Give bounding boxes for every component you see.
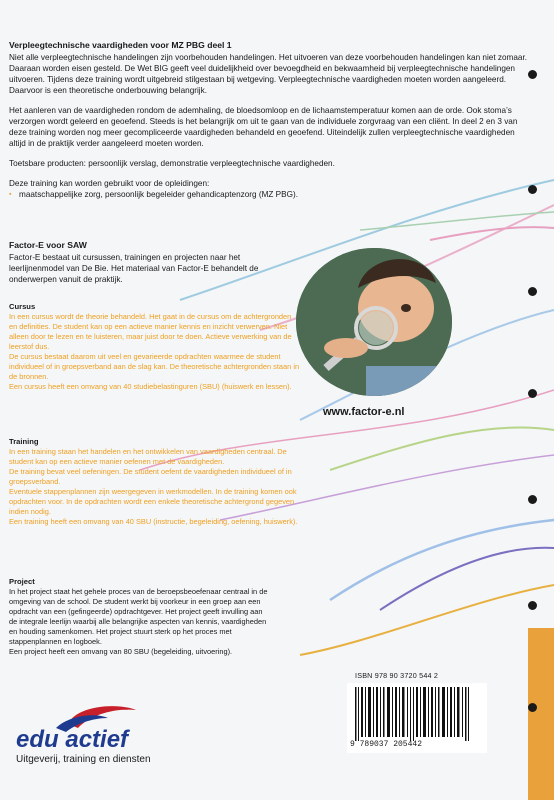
training-title: Training xyxy=(9,437,39,446)
publisher-logo xyxy=(16,726,128,754)
project-line: In het project staat het gehele proces van de beroepsbeoefenaar centraal in de omgeving van de school. De student werkt bij voorkeur in een groep aan een opdracht van een (gefingeerde) opdrachtgever. Het project geeft invulling aan de integrale leerlijn waarbij alle belangrijke aspecten van kennis, vaardigheden en houding samenkomen. Het project stuurt sterk op het proces met stappenplannen en logboek. xyxy=(9,587,268,646)
training-line: In een training staan het handelen en het ontwikkelen van vaardigheden centraal. De student kan op een actieve manier oefenen met de vaardigheden. xyxy=(9,447,287,466)
intro-paragraph-3: Toetsbare producten: persoonlijk verslag, demonstratie verpleegtechnische vaardigheden. xyxy=(9,159,335,168)
publisher-tagline: Uitgeverij, training en diensten xyxy=(16,754,151,765)
child-magnifying-glass-photo xyxy=(296,248,452,396)
isbn-text: ISBN 978 90 3720 544 2 xyxy=(355,671,439,680)
training-line: Een training heeft een omvang van 40 SBU (instructie, begeleiding, oefening, huiswerk). xyxy=(9,517,298,526)
training-line: Eventuele stappenplannen zijn weergegeven in werkmodellen. In de training komen ook opdrachten voor. In de opdrachten wordt een enkele theoretische achtergrond gegeven indien nodig. xyxy=(9,487,297,516)
training-section xyxy=(9,437,301,527)
saw-title: Factor-E voor SAW xyxy=(9,240,87,250)
punch-hole-icon xyxy=(528,185,537,194)
punch-hole-icon xyxy=(528,601,537,610)
orange-edge-stripe xyxy=(528,628,554,800)
cursus-line: De cursus bestaat daarom uit veel en gevarieerde opdrachten waarmee de student individueel of in groepsverband aan de slag kan. De theoretische achtergronden staan in de bronnen. xyxy=(9,352,300,381)
logo-part-actief: actief xyxy=(65,726,129,753)
cursus-section xyxy=(9,302,301,392)
project-section xyxy=(9,577,271,657)
cursus-line: Een cursus heeft een omvang van 40 studiebelastinguren (SBU) (huiswerk en lessen). xyxy=(9,382,292,391)
intro-paragraph-1: Niet alle verpleegtechnische handelingen zijn voorbehouden handelingen. Het uitvoeren van deze voorbehouden handelingen kan niet zomaar. Daaraan worden eisen gesteld. De Wet BIG geeft veel duidelijkheid over bevoegdheid en bekwaamheid bij verpleegtechnische handelingen uitvoeren. Tijdens deze training wordt uitgebreid stilgestaan bij wetgeving. Verpleegtechnische vaardigheden moeten worden aangeleerd. Daarvoor is een theoretische onderbouwing belangrijk. xyxy=(9,53,528,95)
punch-hole-icon xyxy=(528,389,537,398)
punch-hole-icon xyxy=(528,495,537,504)
project-line: Een project heeft een omvang van 80 SBU (begeleiding, uitvoering). xyxy=(9,647,233,656)
education-bullet: ▪ maatschappelijke zorg, persoonlijk begeleider gehandicaptenzorg (MZ PBG). xyxy=(9,189,529,200)
punch-hole-icon xyxy=(528,703,537,712)
punch-hole-icon xyxy=(528,70,537,79)
cursus-title: Cursus xyxy=(9,302,36,311)
intro-paragraph-2: Het aanleren van de vaardigheden rondom de ademhaling, de bloedsomloop en de lichaamstemperatuur komen aan de orde. Ook stoma’s verzorgen wordt geleerd en geoefend. Steeds is het belangrijk om uit te gaan van de individuele zorgvraag van een cliënt. In deel 2 en 3 van deze training worden nog meer gecompliceerde vaardigheden behandeld en geoefend. Uiteindelijk zullen verpleegtechnische vaardigheden altijd in de praktijk verder aangeleerd moeten worden. xyxy=(9,106,518,148)
saw-section xyxy=(9,240,294,285)
logo-part-edu: edu xyxy=(16,726,59,753)
intro-section xyxy=(9,40,529,209)
website-link[interactable]: www.factor-e.nl xyxy=(323,406,405,418)
page-title: Verpleegtechnische vaardigheden voor MZ PBG deel 1 xyxy=(9,40,232,50)
intro-paragraph-4: Deze training kan worden gebruikt voor de opleidingen: xyxy=(9,179,210,188)
project-title: Project xyxy=(9,577,35,586)
barcode-digits: 9 789037 205442 xyxy=(350,740,423,749)
training-line: De training bevat veel oefeningen. De student oefent de vaardigheden individueel of in groepsverband. xyxy=(9,467,292,486)
saw-text: Factor-E bestaat uit cursussen, trainingen en projecten naar het leerlijnenmodel van De Bie. Het materiaal van Factor-E behandelt de onderwerpen vanuit de praktijk. xyxy=(9,253,259,284)
magnifying-glass-icon xyxy=(296,248,452,396)
punch-hole-icon xyxy=(528,287,537,296)
cursus-line: In een cursus wordt de theorie behandeld. Het gaat in de cursus om de achtergronden en definities. De student kan op een actieve manier kennis en inzicht verwerven. Niet alleen door te lezen en te luisteren, maar juist door te doen. Actieve verwerking van de leerstof dus. xyxy=(9,312,292,351)
